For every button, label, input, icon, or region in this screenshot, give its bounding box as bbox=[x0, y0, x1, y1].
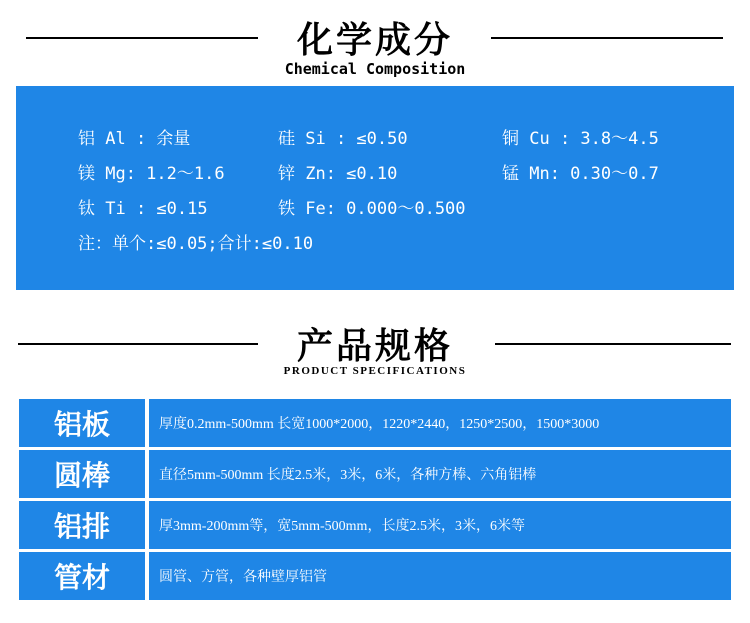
specs-table bbox=[16, 396, 734, 603]
composition-title-cn: 化学成分 bbox=[296, 20, 453, 61]
spec-desc-round-bar: 直径5mm-500mm 长度2.5米，3米，6米，各种方棒、六角铝棒 bbox=[147, 449, 733, 500]
composition-cell-al: 铝 Al : 余量 bbox=[78, 129, 191, 149]
composition-row bbox=[16, 159, 734, 189]
spec-desc-plate: 厚度0.2mm-500mm 长宽1000*2000，1220*2440，1250*2500，1500*3000 bbox=[147, 398, 733, 449]
specs-title-cn: 产品规格 bbox=[296, 326, 453, 367]
table-row bbox=[18, 551, 733, 602]
composition-cell-zn: 锌 Zn: ≤0.10 bbox=[278, 164, 398, 184]
specs-title-en: PRODUCT SPECIFICATIONS bbox=[283, 365, 467, 377]
composition-cell-ti: 钛 Ti : ≤0.15 bbox=[78, 199, 208, 219]
composition-panel bbox=[16, 86, 734, 290]
table-row bbox=[18, 398, 733, 449]
spec-name-flat-bar: 铝排 bbox=[18, 500, 148, 551]
composition-cell-si: 硅 Si : ≤0.50 bbox=[278, 129, 408, 149]
composition-cell-mg: 镁 Mg: 1.2～1.6 bbox=[78, 164, 225, 184]
composition-row bbox=[16, 194, 734, 224]
spec-name-plate: 铝板 bbox=[18, 398, 148, 449]
composition-note: 注：单个:≤0.05;合计:≤0.10 bbox=[78, 234, 314, 254]
composition-cell-fe: 铁 Fe: 0.000～0.500 bbox=[278, 199, 466, 219]
table-row bbox=[18, 449, 733, 500]
composition-row bbox=[16, 124, 734, 154]
spec-desc-tube: 圆管、方管，各种壁厚铝管 bbox=[147, 551, 733, 602]
spec-name-tube: 管材 bbox=[18, 551, 148, 602]
composition-cell-cu: 铜 Cu : 3.8～4.5 bbox=[502, 129, 659, 149]
composition-note-row bbox=[16, 229, 734, 259]
composition-title-en: Chemical Composition bbox=[284, 60, 466, 78]
spec-desc-flat-bar: 厚3mm-200mm等，宽5mm-500mm，长度2.5米，3米，6米等 bbox=[147, 500, 733, 551]
composition-cell-mn: 锰 Mn: 0.30～0.7 bbox=[502, 164, 659, 184]
table-row bbox=[18, 500, 733, 551]
spec-name-round-bar: 圆棒 bbox=[18, 449, 148, 500]
